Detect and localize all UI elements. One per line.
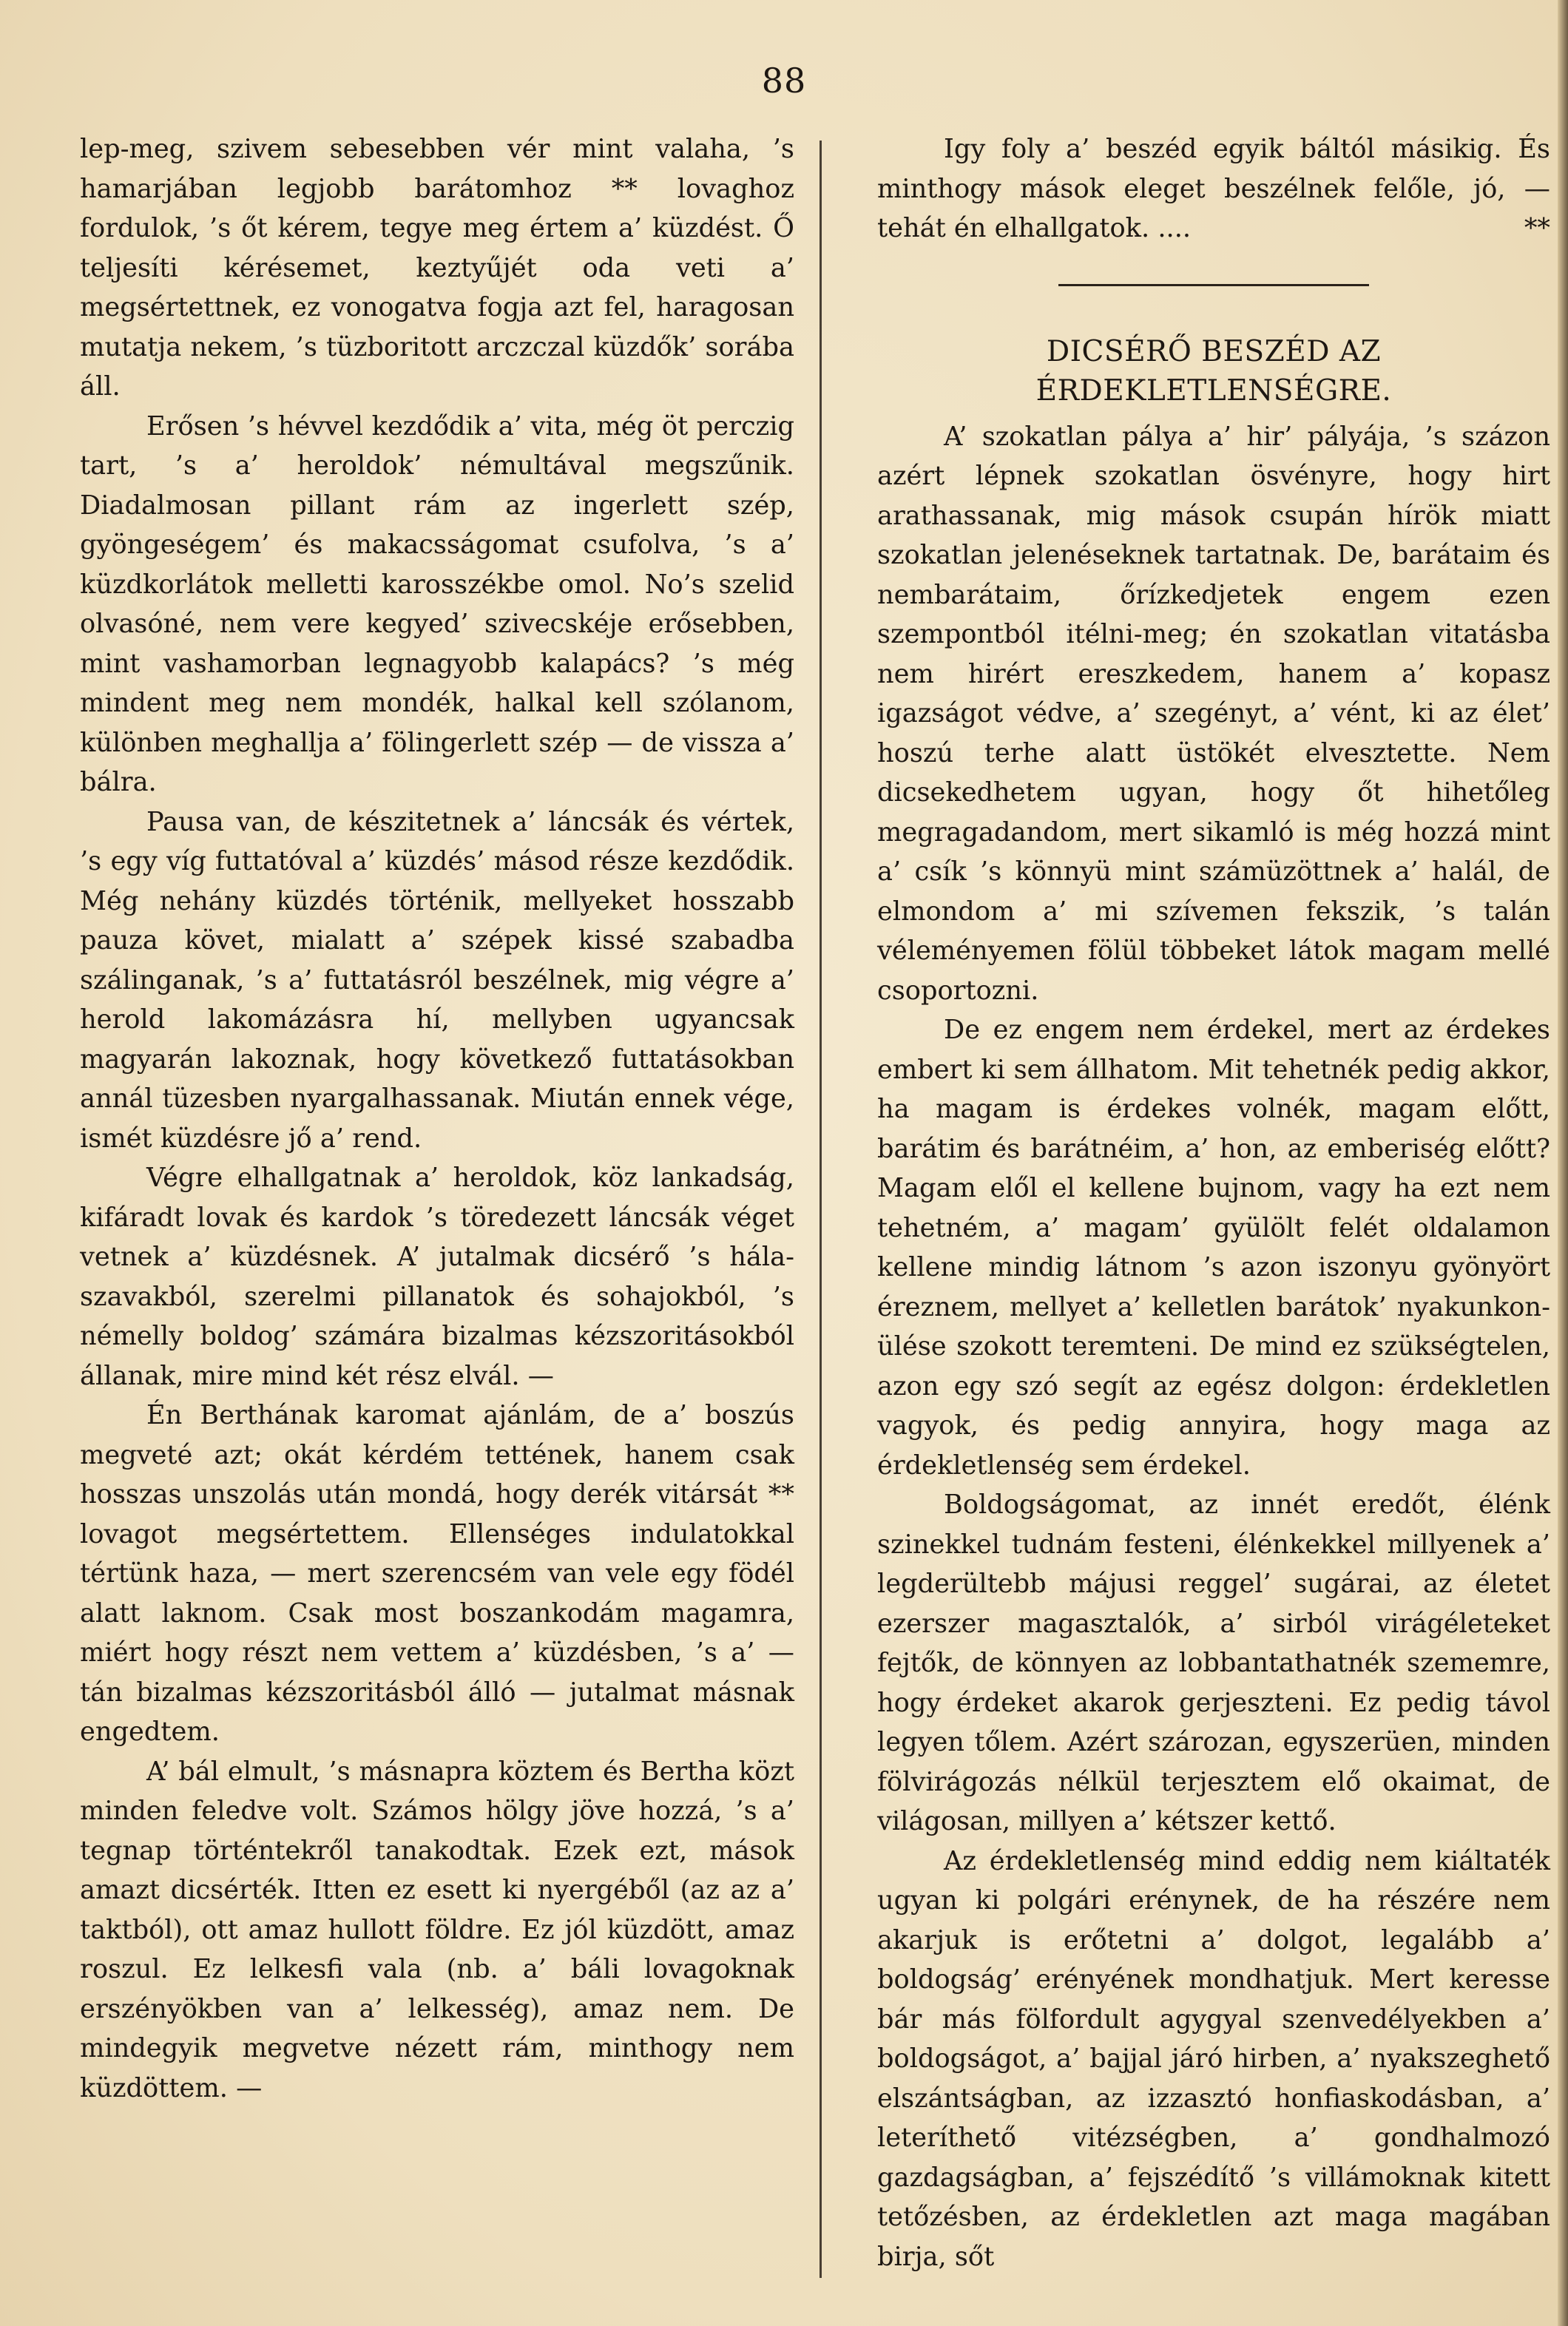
paragraph: Boldogságomat, az innét eredőt, élénk szinekkel tudnám festeni, élénkekkel millyenek a’ legderültebb májusi reggel’ sugárai, az életet ezerszer magasztalók, a’ sirból virágéleteket fejtők, de könnyen az lobbantathatnék szememre, hogy érdeket akarok gerjeszteni. Ez pedig távol legyen tőlem. Azért szározan, egyszerüen, minden fölvirágozás nélkül terjesztem elő okaimat, de világosan, millyen a’ kétszer kettő. <box>877 1490 1550 1836</box>
paragraph: Pausa van, de készitetnek a’ láncsák és vértek, ’s egy víg futtatóval a’ küzdés’ másod része kezdődik. Még nehány küzdés történik, mellyeket hosszabb pauza követ, mialatt a’ szépek kissé szabadba szálinganak, ’s a’ futtatásról beszélnek, mig végre a’ herold lakomázásra hí, mellyben ugyancsak magyarán lakoznak, hogy következő futtatásokban annál tüzesben nyargalhassanak. Miután ennek vége, ismét küzdésre jő a’ rend. <box>80 806 794 1154</box>
section-separator <box>1058 284 1369 286</box>
paragraph: A’ bál elmult, ’s másnapra köztem és Bertha közt minden feledve volt. Számos hölgy jöve hozzá, ’s a’ tegnap történtekről tanakodtak. Ezek ezt, mások amazt dicsérték. Itten ez esett ki nyergéből (az az a’ taktból), ott amaz hullott földre. Ez jól küzdött, amaz roszul. Ez lelkesfi vala (nb. a’ báli lovagoknak erszényökben van a’ lelkesség), amaz nem. De mindegyik megvetve nézett rám, minthogy nem küzdöttem. — <box>80 1756 794 2103</box>
article-heading: DICSÉRŐ BESZÉD AZ ÉRDEKLETLENSÉGRE. <box>1035 334 1392 408</box>
right-column <box>877 129 1550 2276</box>
paragraph: De ez engem nem érdekel, mert az érdekes embert ki sem állhatom. Mit tehetnék pedig akkor, ha magam is érdekes volnék, magam előtt, barátim és barátnéim, a’ hon, az emberiség előtt? Magam elől el kellene bujnom, vagy ha ezt nem tehetném, a’ magam’ gyülölt felét oldalamon kellene mindig látnom ’s azon iszonyu gyönyört éreznem, mellyet a’ kelletlen barátok’ nyakunkon-ülése szokott teremteni. De mind ez szükségtelen, azon egy szó segít az egész dolgon: érdekletlen vagyok, és pedig annyira, hogy maga az érdekletlenség sem érdekel. <box>877 1015 1550 1481</box>
column-divider <box>820 141 822 2278</box>
paragraph: A’ szokatlan pálya a’ hir’ pályája, ’s százon azért lépnek szokatlan ösvényre, hogy hirt arathassanak, mig mások csupán hírök miatt szokatlan jelenéseknek tartatnak. De, barátaim és nembarátaim, őrízkedjetek engem ezen szempontból itélni-meg; én szokatlan vitatásba nem hirért ereszkedem, hanem a’ kopasz igazságot védve, a’ szegényt, a’ vént, ki az élet’ hoszú terhe alatt üstökét elvesztette. Nem dicsekedhetem ugyan, hogy őt hihetőleg megragadandom, mert sikamló is még hozzá mint a’ csík ’s könnyü mint számüzöttnek a’ halál, de elmondom a’ mi szívemen fekszik, ’s talán véleményemen fölül többeket látok magam mellé csoportozni. <box>877 421 1550 1006</box>
book-binding-edge <box>1558 0 1568 2326</box>
paragraph: lep-meg, szivem sebesebben vér mint valaha, ’s hamarjában legjobb barátomhoz ** lovaghoz fordulok, ’s őt kérem, tegye meg értem a’ küzdést. Ő teljesíti kérésemet, keztyűjét oda veti a’ megsértettnek, ez vonogatva fogja azt fel, haragosan mutatja nekem, ’s tüzboritott arczczal küzdők’ sorába áll. <box>80 134 794 402</box>
paragraph-text: Igy foly a’ beszéd egyik báltól másikig. És minthogy mások eleget beszélnek felőle, jó, — tehát én elhallgatok. .... <box>877 134 1550 243</box>
page-number: 88 <box>761 61 807 101</box>
left-column <box>80 129 794 2108</box>
paragraph: Végre elhallgatnak a’ heroldok, köz lankadság, kifáradt lovak és kardok ’s töredezett láncsák véget vetnek a’ küzdésnek. A’ jutalmak dicsérő ’s hála-szavakból, szerelmi pillanatok és sohajokból, ’s némelly boldog’ számára bizalmas kézszoritásokból állanak, mire mind két rész elvál. — <box>80 1163 794 1391</box>
author-signature: ** <box>1524 213 1550 243</box>
paragraph: Az érdekletlenség mind eddig nem kiáltaték ugyan ki polgári erénynek, de ha részére nem akarjuk is erőtetni a’ dolgot, legalább a’ boldogság’ erényének mondhatjuk. Mert keresse bár más fölfordult agygyal szenvedélyekben a’ boldogságot, a’ bajjal járó hirben, a’ nyakszeghető elszántságban, az izzasztó honfiaskodásban, a’ leteríthető vitézségben, a’ gondhalmozó gazdagságban, a’ fejszédítő ’s villámoknak kitett tetőzésben, az érdekletlen azt maga magában birja, sőt <box>877 1845 1550 2272</box>
paragraph <box>877 129 1550 249</box>
paragraph: Én Berthának karomat ajánlám, de a’ boszús megveté azt; okát kérdém tettének, hanem csak hosszas unszolás után mondá, hogy derék vitársát ** lovagot megsértettem. Ellenséges indulatokkal tértünk haza, — mert szerencsém van vele egy födél alatt laknom. Csak most boszankodám magamra, miért hogy részt nem vettem a’ küzdésben, ’s a’ — tán bizalmas kézszoritásból álló — jutalmat másnak engedtem. <box>80 1400 794 1747</box>
paragraph: Erősen ’s hévvel kezdődik a’ vita, még öt perczig tart, ’s a’ heroldok’ némultával megszűnik. Diadalmosan pillant rám az ingerlett szép, gyöngeségem’ és makacsságomat csufolva, ’s a’ küzdkorlátok melletti karosszékbe omol. No’s szelid olvasóné, nem vere kegyed’ szivecskéje erősebben, mint vashamorban legnagyobb kalapács? ’s még mindent meg nem mondék, halkal kell szólanom, különben meghallja a’ fölingerlett szép — de vissza a’ bálra. <box>80 410 794 797</box>
